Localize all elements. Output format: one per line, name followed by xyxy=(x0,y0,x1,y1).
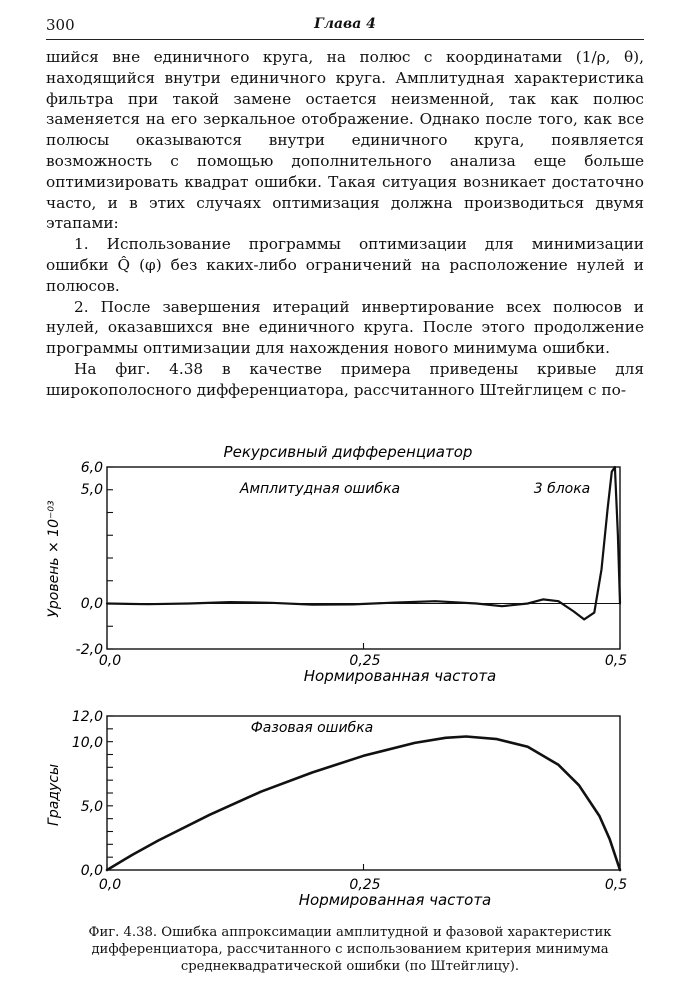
paragraph-2: 1. Использование программы оптимизации для минимизации ошибки Q̂ (φ) без каких-либо ограничений на расположение нулей и полюсов. xyxy=(46,235,644,295)
figure-caption: Фиг. 4.38. Ошибка аппроксимации амплитудной и фазовой характеристик дифференциатора, рассчитанного с использованием критерия минимума среднеквадратической ошибки (по Штейглицу). xyxy=(88,925,612,974)
chapter-title: Глава 4 xyxy=(314,16,376,32)
figure-svg xyxy=(0,438,700,928)
phase-x-tick-label: 0,0 xyxy=(98,877,122,893)
amplitude-y-tick-label: 5,0 xyxy=(80,482,103,498)
phase-x-tick-label: 0,5 xyxy=(604,877,628,893)
phase-x-tick-label: 0,25 xyxy=(349,877,381,893)
phase-annotation-label: Фазовая ошибка xyxy=(250,720,374,736)
amplitude-y-tick-label: 6,0 xyxy=(80,460,103,476)
phase-plot-frame xyxy=(107,716,620,870)
amplitude-y-tick-label: -2,0 xyxy=(75,642,103,658)
paragraph-1: шийся вне единичного круга, на полюс с координатами (1/ρ, θ), находящийся внутри единичного круга. Амплитудная характеристика фильтра при такой замене остается неизменной, так как полюс заменяется на его зеркальное отображение. Однако после того, как все полюсы оказываются внутри единичного круга, появляется возможность с помощью дополнительного анализа еще больше оптимизировать квадрат ошибки. Такая ситуация возникает достаточно часто, и в этих случаях оптимизация должна производиться двумя этапами: xyxy=(46,48,644,233)
amplitude-x-tick-label: 0,25 xyxy=(349,653,381,669)
amplitude-x-tick-label: 0,0 xyxy=(98,653,122,669)
phase-y-tick-label: 12,0 xyxy=(71,709,103,725)
phase-error-chart xyxy=(46,709,627,909)
header-rule xyxy=(46,39,644,40)
amplitude-y-tick-label: 0,0 xyxy=(80,596,103,612)
phase-y-axis-label: Градусы xyxy=(46,764,62,826)
amplitude-x-tick-label: 0,5 xyxy=(604,653,628,669)
amplitude-annotation-label: Амплитудная ошибка xyxy=(239,481,401,497)
amplitude-x-axis-label: Нормированная частота xyxy=(303,667,497,685)
page-number: 300 xyxy=(46,16,75,34)
figure-title: Рекурсивный дифференциатор xyxy=(223,443,473,461)
phase-error-curve xyxy=(107,737,620,871)
phase-y-tick-label: 0,0 xyxy=(80,863,103,879)
page-header xyxy=(46,16,644,38)
blocks-annotation-label: 3 блока xyxy=(533,481,591,497)
amplitude-error-chart xyxy=(46,460,627,685)
paragraph-4: На фиг. 4.38 в качестве примера приведены кривые для широкополосного дифференциатора, рассчитанного Штейглицем с по- xyxy=(46,359,644,399)
phase-y-tick-label: 5,0 xyxy=(80,799,103,815)
phase-x-axis-label: Нормированная частота xyxy=(298,891,492,909)
paragraph-3: 2. После завершения итераций инвертирование всех полюсов и нулей, оказавшихся вне единичного круга. После этого продолжение программы оптимизации для нахождения нового минимума ошибки. xyxy=(46,297,644,358)
body-text xyxy=(46,47,644,401)
phase-y-tick-label: 10,0 xyxy=(71,735,103,751)
amplitude-y-axis-label: Уровень × 10⁻⁰³ xyxy=(46,500,62,618)
figure-4-38 xyxy=(0,438,700,928)
